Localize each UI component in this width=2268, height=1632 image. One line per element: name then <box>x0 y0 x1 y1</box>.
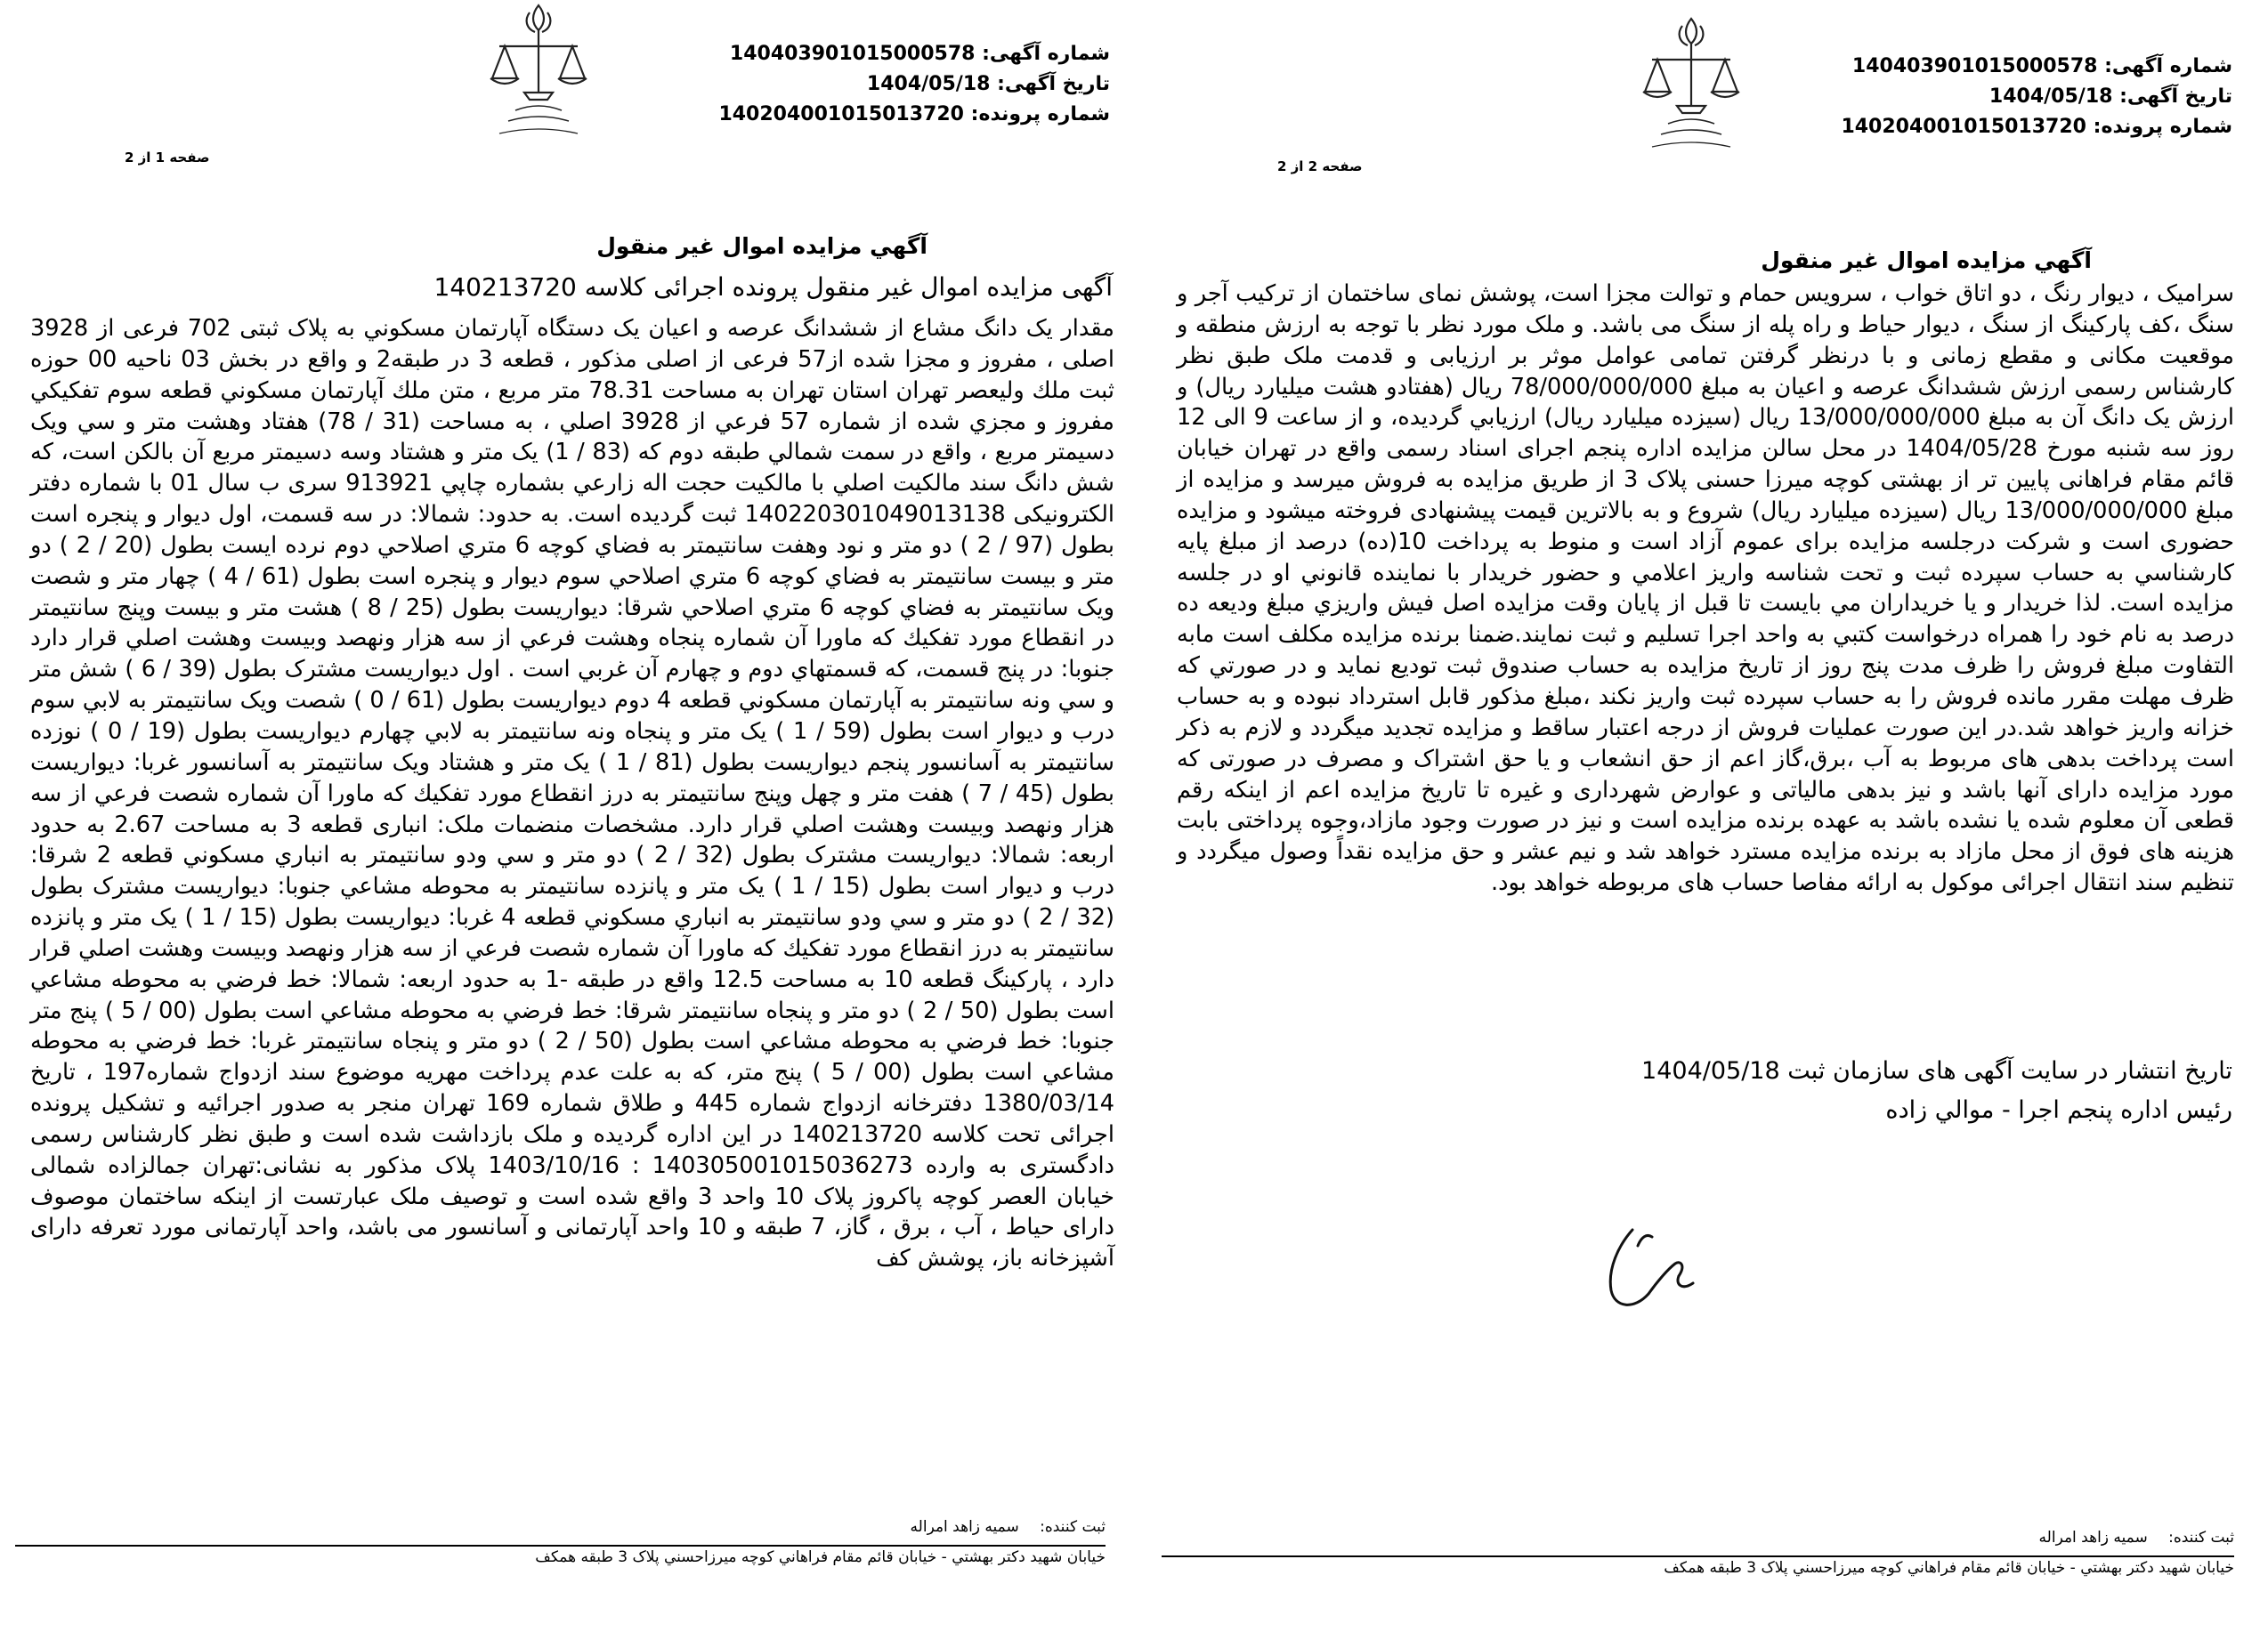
ad-date-row <box>718 69 1110 100</box>
ad-date: 1404/05/18 <box>866 73 991 95</box>
ad-date-label: تاریخ آگهی: <box>2119 85 2232 108</box>
ad-date: 1404/05/18 <box>1989 85 2113 108</box>
document-page-2 <box>1148 0 2268 1632</box>
ad-meta <box>718 39 1110 130</box>
office-address: خیابان شهید دکتر بهشتي - خیابان قائم مقام فراهاني كوچه ميرزاحسني پلاک 3 طبقه همكف <box>1664 1559 2234 1577</box>
ad-number-label: شماره آگهی: <box>2104 55 2232 77</box>
document-heading: آگهي مزايده اموال غير منقول <box>1761 247 2092 273</box>
auction-notice-body: سرامیک ، دیوار رنگ ، دو اتاق خواب ، سرویس حمام و توالت مجزا است، پوشش نمای ساختمان از ترکیب آجر و سنگ ،کف پارکینگ از سنگ ، دیوار حیاط و راه پله از سنگ می باشد. و ملک مورد نظر با توجه به ارزش منطقه و موقعیت مکانی و مقطع زمانی و با درنظر گرفتن تمامی عوامل موثر بر ارزیابی و قدمت ملک طبق نظر کارشناس رسمی ارزش ششدانگ عرصه و اعیان به مبلغ 78/000/000/000 ريال (هفتادو هشت میلیارد ريال) و ارزش یک دانگ آن به مبلغ 13/000/000/000 ريال (سیزده میلیارد ريال) ارزيابي گرديده، و از ساعت 9 الی 12 روز سه شنبه مورخ 1404/05/28 در محل سالن مزایده اداره پنجم اجرای اسناد رسمی واقع در تهران خیابان قائم مقام فراهانی پایین تر از بهشتی کوچه میرزا حسنی پلاک 3 از طریق مزایده به فروش میرسد و مزایده از مبلغ 13/000/000/000 ريال (سیزده میلیارد ريال) شروع و به بالاترین قیمت پیشنهادی فروخته میشود و مزایده حضوری است و شرکت درجلسه مزایده برای عموم آزاد است و منوط به پرداخت 10(ده) درصد از مبلغ پایه کارشناسي به حساب سپرده ثبت و تحت شناسه واریز اعلامي و حضور خريدار با نماينده قانوني او در جلسه مزايده است. لذا خريدار و يا خريداران مي بايست تا قبل از پايان وقت مزايده اصل فيش واريزي مبلغ وديعه ده درصد به نام خود را همراه درخواست كتبي به واحد اجرا تسليم و ثبت نمايند.ضمنا برنده مزایده مکلف است مابه التفاوت مبلغ فروش را ظرف مدت پنج روز از تاریخ مزایده به حساب صندوق ثبت تودیع نماید و در صورتي كه ظرف مهلت مقرر مانده فروش را به حساب سپرده ثبت واريز نكند ،مبلغ مذكور قابل استرداد نبوده و به حساب خزانه واريز خواهد شد.در اين صورت عملیات فروش از درجه اعتبار ساقط و مزایده تجدید میگردد و لازم به ذکر است پرداخت بدهی های مربوط به آب ،برق،گاز اعم از حق انشعاب و يا حق اشتراک و مصرف در صورتی که مورد مزايده دارای آنها باشد و نيز بدهی مالياتی و عوارض شهرداری و غيره تا تاريخ مزايده اعم از اينکه رقم قطعی آن معلوم شده يا نشده باشد به عهده برنده مزايده است و نيز در صورت وجود مازاد،وجوه پرداختی بابت هزينه های فوق از محل مازاد به برنده مزايده مسترد خواهد شد و نيم عشر و حق مزايده نقداً وصول ميگردد و تنظیم سند انتقال اجرائی موکول به ارائه مفاصا حساب های مربوطه خواهد بود. <box>1177 280 2235 897</box>
registrar-name: سمیه زاهد امراله <box>2038 1529 2148 1547</box>
footer-divider <box>15 1545 1106 1547</box>
file-number-label: شماره پرونده: <box>2093 116 2232 138</box>
ad-number-row <box>1841 52 2232 82</box>
registrar-label: ثبت کننده: <box>1040 1518 1106 1536</box>
registrar-label: ثبت کننده: <box>2168 1529 2234 1547</box>
file-number-label: شماره پرونده: <box>970 103 1110 125</box>
handwritten-signature <box>1583 1184 1716 1335</box>
footer-divider <box>1162 1555 2234 1557</box>
ad-number: 140403901015000578 <box>1851 55 2098 77</box>
registrar-name: سمیه زاهد امراله <box>910 1518 1019 1536</box>
auction-notice-body: مقدار یک دانگ مشاع از ششدانگ عرصه و اعیان یک دستگاه آپارتمان مسکوني به پلاک ثبتی 702 فرعی از 3928 اصلی ، مفروز و مجزا شده از57 فرعی از اصلی مذکور ، قطعه 3 در طبقه2 و واقع در بخش 03 ناحیه 00 حوزه ثبت ملك وليعصر تهران استان تهران به مساحت 78.31 متر مربع ، متن ملك آپارتمان مسكوني قطعه سوم تفكيكي مفروز و مجزي شده از شماره 57 فرعي از 3928 اصلي ، به مساحت (31 / 78) هفتاد وهشت متر و سي ويک دسيمتر مربع ، واقع در سمت شمالي طبقه دوم كه (83 / 1) يک متر و هشتاد وسه دسيمتر مربع آن بالكن است، كه شش دانگ سند مالکیت اصلي با مالکیت حجت اله زارعي بشماره چاپي 913921 سری ب سال 01 با شماره دفتر الکترونیکی 140220301049013138 ثبت گرديده است. به حدود: شمالا: در سه قسمت، اول ديوار و پنجره است بطول (97 / 2 ) دو متر و نود وهفت سانتيمتر به فضاي كوچه 6 متري اصلاحي دوم نرده ايست بطول (20 / 2 ) دو متر و بيست سانتيمتر به فضاي كوچه 6 متري اصلاحي سوم ديوار و پنجره است بطول (61 / 4 ) چهار متر و شصت ويک سانتيمتر به فضاي كوچه 6 متري اصلاحي شرقا: ديواريست بطول (25 / 8 ) هشت متر و بيست وپنج سانتيمتر در انقطاع مورد تفكيك كه ماورا آن شماره پنجاه وهشت فرعي از سه هزار ونهصد وبيست وهشت اصلي قرار دارد جنوبا: در پنج قسمت، كه قسمتهاي دوم و چهارم آن غربي است . اول ديواريست مشترک بطول (39 / 6 ) شش متر و سي ونه سانتيمتر به آپارتمان مسكوني قطعه 4 دوم ديواريست بطول (61 / 0 ) شصت ويک سانتيمتر به لابي سوم درب و ديوار است بطول (59 / 1 ) يک متر و پنجاه ونه سانتيمتر به لابي چهارم ديواريست بطول (19 / 0 ) نوزده سانتيمتر به آسانسور پنجم ديواريست بطول (81 / 1 ) يک متر و هشتاد ويک سانتيمتر به آسانسور غربا: ديواريست بطول (45 / 7 ) هفت متر و چهل وپنج سانتيمتر به درز انقطاع مورد تفكيك كه ماورا آن شماره شصت فرعي از سه هزار ونهصد وبيست وهشت اصلي قرار دارد. مشخصات منضمات ملک: انباری قطعه 3 به مساحت 2.67 به حدود اربعه: شمالا: ديواريست مشترک بطول (32 / 2 ) دو متر و سي ودو سانتيمتر به انباري مسكوني قطعه 2 شرقا: درب و ديوار است بطول (15 / 1 ) يک متر و پانزده سانتيمتر به محوطه مشاعي جنوبا: ديواريست مشترک بطول (32 / 2 ) دو متر و سي ودو سانتيمتر به انباري مسكوني قطعه 4 غربا: ديواريست بطول (15 / 1 ) يک متر و پانزده سانتيمتر به درز انقطاع مورد تفكيك كه ماورا آن شماره شصت فرعي از سه هزار ونهصد وبيست وهشت اصلي قرار دارد ، پارکینگ قطعه 10 به مساحت 12.5 واقع در طبقه -1 به حدود اربعه: شمالا: خط فرضي به محوطه مشاعي است بطول (50 / 2 ) دو متر و پنجاه سانتيمتر شرقا: خط فرضي به محوطه مشاعي است بطول (00 / 5 ) پنج متر جنوبا: خط فرضي به محوطه مشاعي است بطول (50 / 2 ) دو متر و پنجاه سانتيمتر غربا: خط فرضي به محوطه مشاعي است بطول (00 / 5 ) پنج متر، كه به علت عدم پرداخت مهریه موضوع سند ازدواج شماره197 ، تاریخ 1380/03/14 دفترخانه ازدواج شماره 445 و طلاق شماره 169 تهران منجر به صدور اجرائیه و تشکیل پرونده اجرائی تحت کلاسه 140213720 در این اداره گردیده و ملک بازداشت شده است و طبق نظر کارشناس رسمی دادگستری به وارده 140305001015036273 : 1403/10/16 پلاک مذکور به نشانی:تهران جمالزاده شمالی خیابان العصر کوچه پاکروز پلاک 10 واحد 3 واقع شده است و توصیف ملک عبارتست از اینکه ساختمان موصوف دارای حیاط ، آب ، برق ، گاز، 7 طبقه و 10 واحد آپارتمانی و آسانسور می باشد، واحد آپارتمانی مورد تعرفه دارای آشپزخانه باز، پوشش کف <box>30 315 1115 1272</box>
registrar-line <box>911 1518 1106 1536</box>
page-indicator: صفحه 1 از 2 <box>125 149 210 166</box>
ad-date-row <box>1841 82 2232 112</box>
ad-number-label: شماره آگهی: <box>982 43 1110 65</box>
file-number: 140204001015013720 <box>718 103 964 125</box>
document-heading: آگهي مزايده اموال غير منقول <box>596 233 927 259</box>
file-number-row <box>718 100 1110 130</box>
registrar-line <box>2039 1529 2234 1547</box>
notice-subheading: آگهی مزایده اموال غیر منقول پرونده اجرائی کلاسه 140213720 <box>433 272 1113 302</box>
publication-date-line: تاریخ انتشار در سایت آگهی های سازمان ثبت 1404/05/18 <box>1641 1057 2232 1085</box>
ad-meta <box>1841 52 2232 142</box>
ad-date-label: تاریخ آگهی: <box>997 73 1110 95</box>
office-chief-line: رئیس اداره پنجم اجرا - موالي زاده <box>1885 1096 2232 1124</box>
file-number-row <box>1841 112 2232 142</box>
file-number: 140204001015013720 <box>1841 116 2086 138</box>
page-indicator: صفحه 2 از 2 <box>1277 158 1363 174</box>
ad-number: 140403901015000578 <box>729 43 976 65</box>
office-address: خیابان شهید دکتر بهشتي - خیابان قائم مقام فراهاني كوچه ميرزاحسني پلاک 3 طبقه همكف <box>535 1548 1106 1566</box>
judiciary-emblem-icon <box>1638 13 1745 200</box>
ad-number-row <box>718 39 1110 69</box>
judiciary-emblem-icon <box>485 0 592 187</box>
